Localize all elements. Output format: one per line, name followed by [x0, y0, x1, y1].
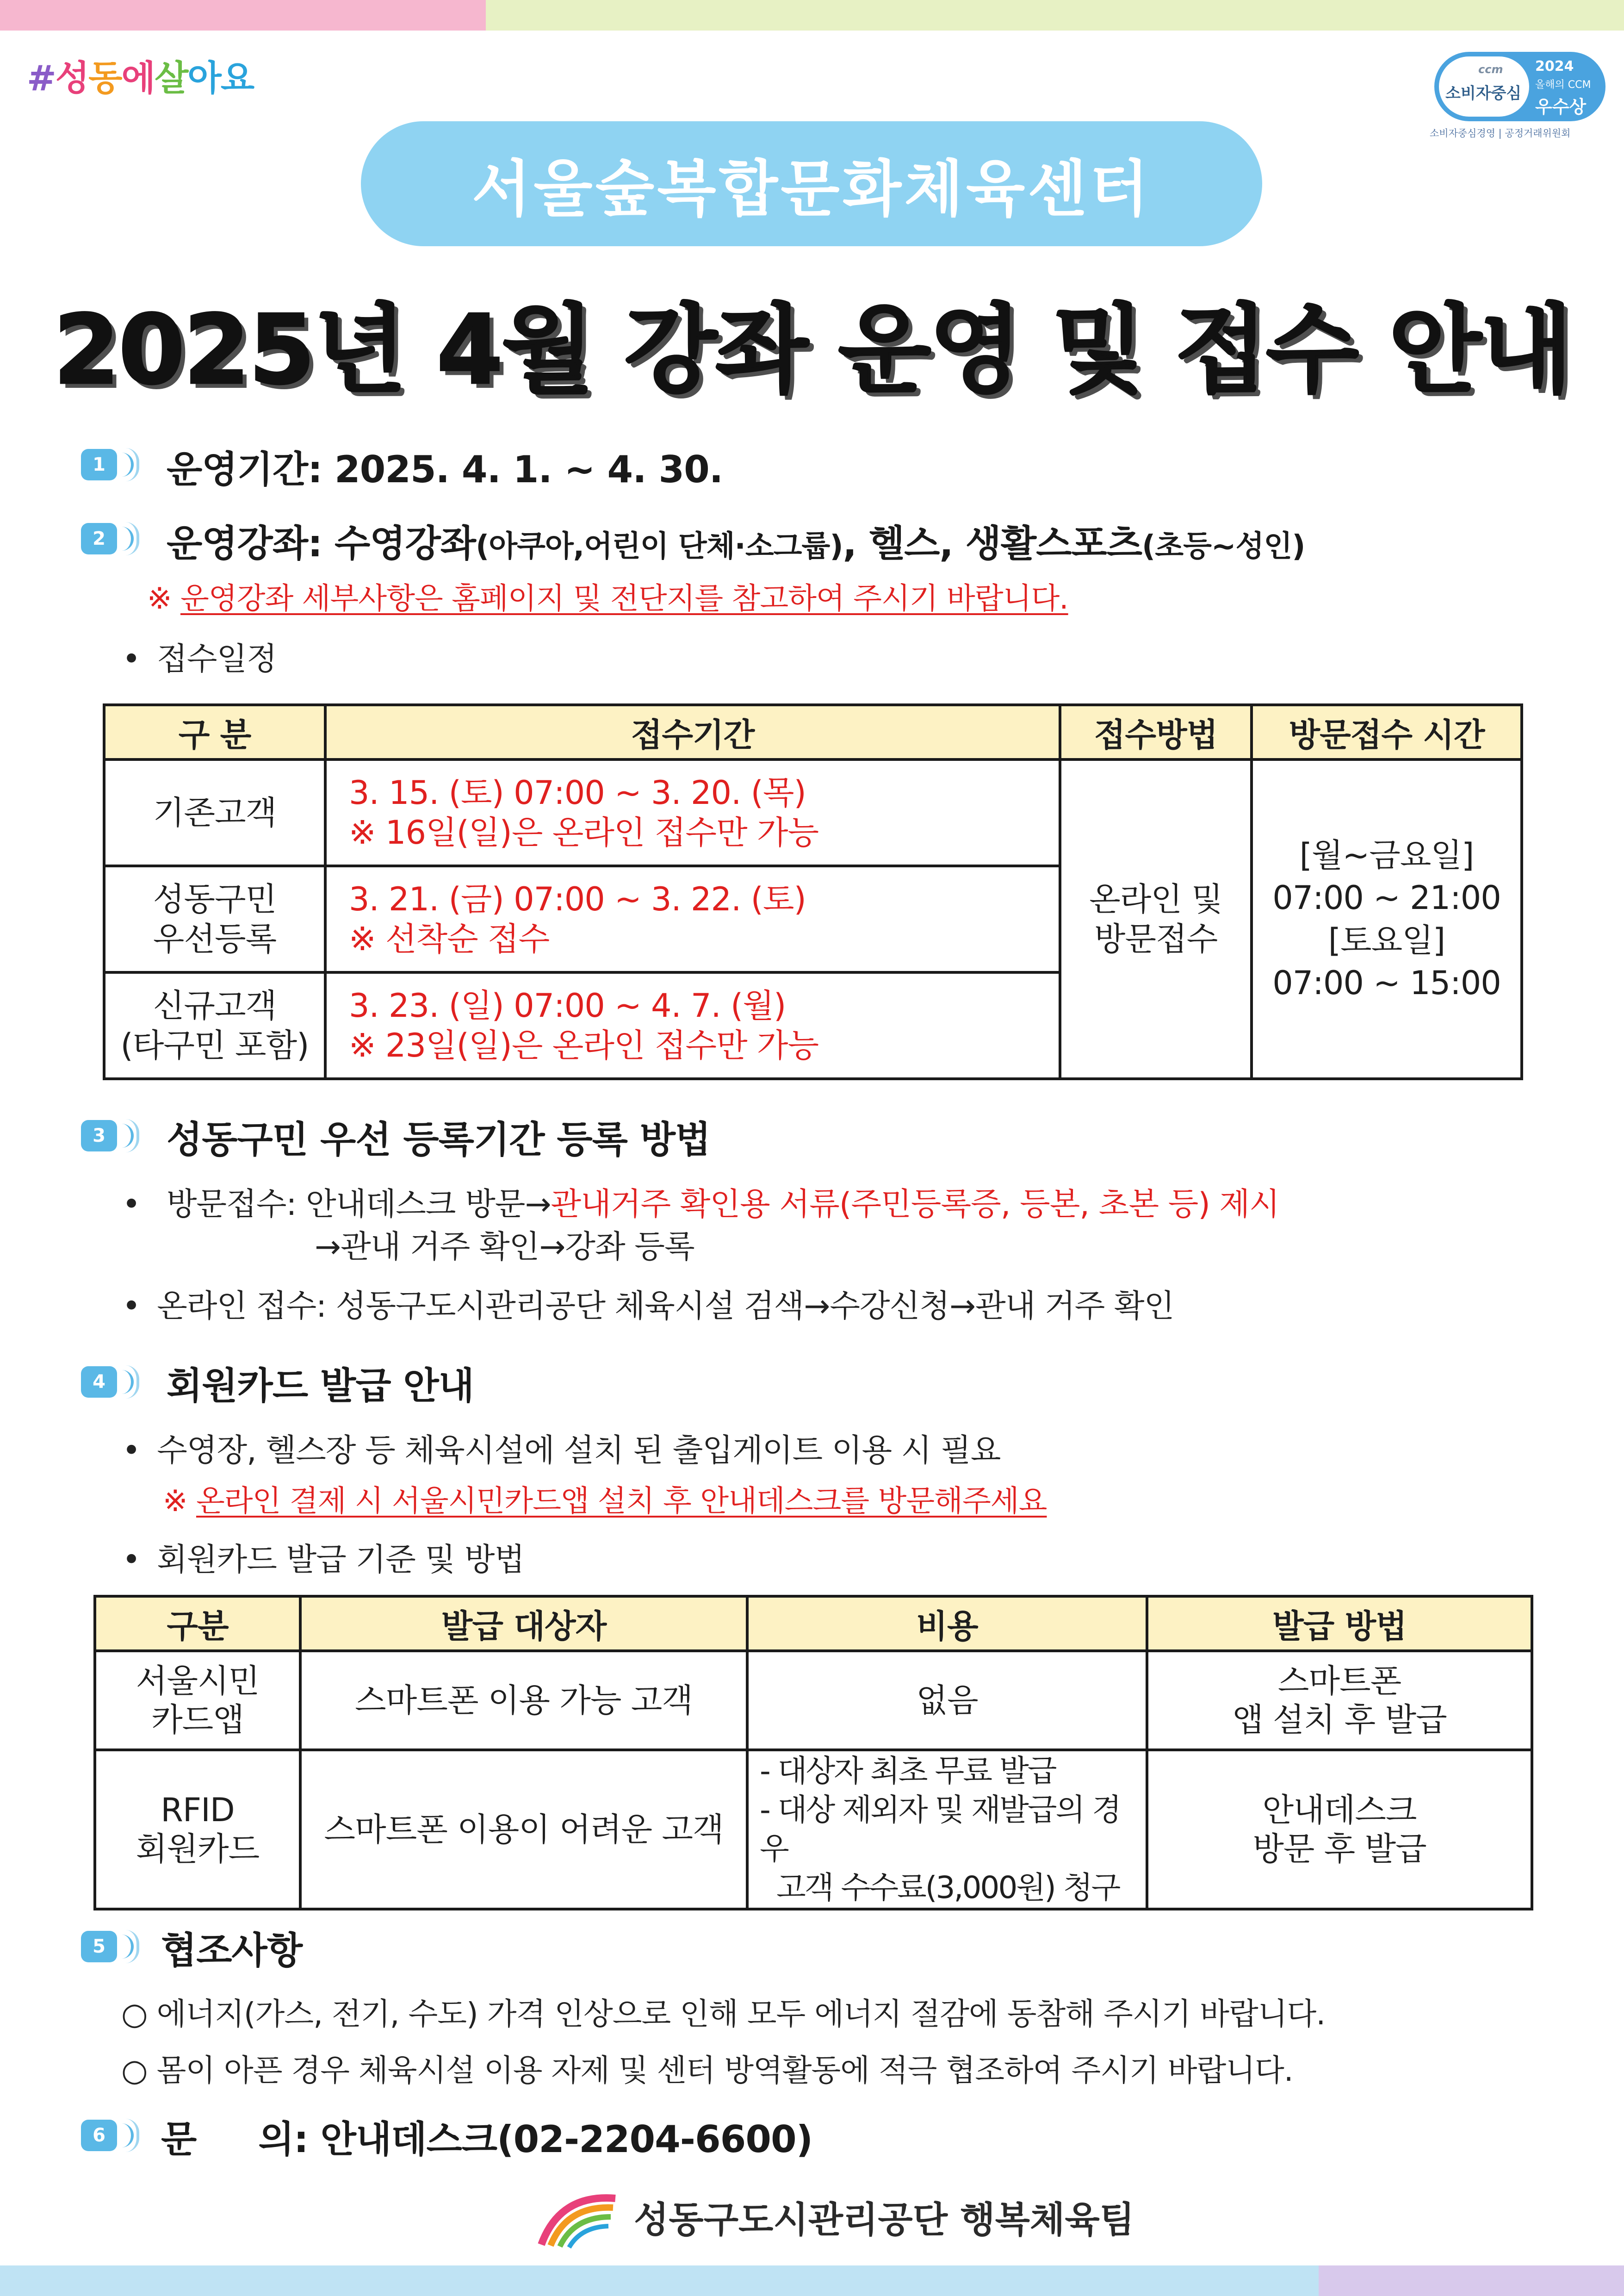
note-mark: ※ [147, 582, 180, 616]
courses-label-b: , 헬스, 생활스포츠 [843, 522, 1142, 565]
col-cost: 비용 [747, 1596, 1147, 1651]
operation-period: 운영기간: 2025. 4. 1. ~ 4. 30. [167, 448, 723, 491]
hashtag-part: 아요 [187, 57, 254, 99]
section-4-title: 회원카드 발급 안내 [167, 1364, 474, 1407]
schedule-bullet: • 접수일정 [122, 634, 277, 679]
col-method: 접수방법 [1060, 705, 1252, 759]
method-line: 앱 설치 후 발급 [1232, 1701, 1447, 1739]
target-rfid: 스마트폰 이용이 어려운 고객 [300, 1750, 747, 1909]
section-number: 4 [93, 1371, 105, 1393]
section-2-icon [81, 520, 136, 557]
courses-note-text: 운영강좌 세부사항은 홈페이지 및 전단지를 참고하여 주시기 바랍니다. [180, 582, 1068, 616]
visit-registration [122, 1179, 1279, 1224]
cat-line: 신규고객 [153, 987, 277, 1025]
center-name-pill [361, 121, 1262, 246]
section-number: 6 [93, 2125, 105, 2146]
rainbow-logo-icon [532, 2184, 625, 2249]
cat-seongdong [104, 866, 325, 972]
cat-new [104, 972, 325, 1079]
cooperation-health: ○ 몸이 아픈 경우 체육시설 이용 자제 및 센터 방역활동에 적극 협조하여 주시기 바랍니다. [121, 2053, 1293, 2088]
center-name: 서울숲복합문화체육센터 [471, 154, 1152, 225]
hashtag-part: 성 [55, 57, 89, 99]
card-note [163, 1477, 1047, 1520]
method-line: 방문접수 [1094, 920, 1218, 958]
method-rfid [1147, 1750, 1532, 1909]
section-4-icon [81, 1363, 136, 1400]
operation-courses [167, 514, 1305, 567]
ccm-mark: ccm [1478, 63, 1503, 76]
col-period: 접수기간 [325, 705, 1060, 759]
type-line: 회원카드 [136, 1830, 260, 1868]
hashtag-logo [27, 50, 254, 100]
card-criteria-bullet: • 회원카드 발급 기준 및 방법 [122, 1535, 524, 1580]
section-number: 2 [93, 528, 105, 549]
section-1-icon [81, 446, 136, 483]
top-stripe-pink [0, 0, 486, 31]
col-visit-time: 방문접수 시간 [1252, 705, 1522, 759]
ccm-year: 2024 [1535, 58, 1574, 75]
method-cell [1060, 759, 1252, 1079]
cat-line: 성동구민 [153, 880, 277, 918]
visit-docs: 관내거주 확인용 서류(주민등록증, 등본, 초본 등) 제시 [551, 1186, 1279, 1223]
footer-org: 성동구도시관리공단 행복체육팀 [634, 2199, 1135, 2241]
type-line: 서울시민 [136, 1662, 260, 1700]
card-note-text: 온라인 결제 시 서울시민카드앱 설치 후 안내데스크를 방문해주세요 [196, 1484, 1047, 1518]
ccm-award-badge [1434, 52, 1605, 121]
bottom-stripe-purple [1319, 2265, 1624, 2296]
courses-label: 운영강좌: 수영강좌 [167, 522, 476, 565]
method-app [1147, 1651, 1532, 1750]
period-new [325, 972, 1060, 1079]
cat-existing: 기존고객 [104, 759, 325, 866]
cost-line: - 대상 제외자 및 재발급의 경우 [760, 1792, 1121, 1867]
section-6-icon [81, 2117, 136, 2154]
period-note: ※ 선착순 접수 [349, 920, 550, 958]
time-line: 07:00 ~ 15:00 [1272, 964, 1501, 1002]
bottom-stripe-blue [0, 2265, 1319, 2296]
period-note: ※ 23일(일)은 온라인 접수만 가능 [349, 1027, 819, 1064]
method-line: 안내데스크 [1262, 1791, 1417, 1829]
cost-rfid [747, 1750, 1147, 1909]
cost-app: 없음 [747, 1651, 1147, 1750]
section-number: 3 [93, 1125, 105, 1146]
period-seongdong [325, 866, 1060, 972]
note-mark: ※ [163, 1484, 196, 1518]
main-title: 2025년 4월 강좌 운영 및 접수 안내 [53, 294, 1571, 406]
ccm-caption: 소비자중심경영 | 공정거래위원회 [1430, 128, 1571, 139]
cost-line: - 대상자 최초 무료 발급 [760, 1753, 1056, 1789]
type-line: RFID [161, 1791, 235, 1829]
footer [532, 2184, 1134, 2249]
period-existing [325, 759, 1060, 866]
col-issue-method: 발급 방법 [1147, 1596, 1532, 1651]
time-line: [월~금요일] [1299, 836, 1474, 874]
hashtag-part: 에 [121, 57, 155, 99]
card-usage: • 수영장, 헬스장 등 체육시설에 설치 된 출입게이트 이용 시 필요 [122, 1425, 1000, 1470]
section-number: 1 [93, 454, 105, 475]
cat-line: 우선등록 [153, 920, 277, 958]
hashtag-part: 동 [88, 57, 122, 99]
courses-note [147, 575, 1068, 617]
method-line: 스마트폰 [1277, 1662, 1401, 1700]
target-app: 스마트폰 이용 가능 고객 [300, 1651, 747, 1750]
period-text: 3. 21. (금) 07:00 ~ 3. 22. (토) [349, 880, 806, 918]
courses-sub: (아쿠아,어린이 단체·소그룹) [476, 529, 843, 564]
card-table [93, 1595, 1533, 1910]
ccm-consumer-label: 소비자중심 [1445, 84, 1522, 103]
section-5-icon [81, 1928, 136, 1965]
period-text: 3. 23. (일) 07:00 ~ 4. 7. (월) [349, 987, 786, 1025]
col-type: 구분 [95, 1596, 300, 1651]
hashtag-part: 살 [154, 57, 188, 99]
section-number: 5 [93, 1936, 105, 1957]
time-line: 07:00 ~ 21:00 [1272, 879, 1501, 917]
visit-registration-cont: →관내 거주 확인→강좌 등록 [315, 1229, 694, 1265]
ccm-award: 우수상 [1535, 97, 1587, 117]
time-line: [토요일] [1328, 921, 1445, 959]
cooperation-energy: ○ 에너지(가스, 전기, 수도) 가격 인상으로 인해 모두 에너지 절감에 동참해 주시기 바랍니다. [121, 1996, 1326, 2032]
hashtag-part: # [27, 57, 56, 99]
ccm-of-year: 올해의 CCM [1535, 79, 1591, 91]
col-target: 발급 대상자 [300, 1596, 747, 1651]
visit-text: 방문접수: 안내데스크 방문→ [166, 1186, 551, 1223]
cat-line: (타구민 포함) [120, 1027, 309, 1064]
period-note: ※ 16일(일)은 온라인 접수만 가능 [349, 814, 819, 852]
schedule-table [103, 703, 1523, 1080]
courses-sub-b: (초등~성인) [1142, 529, 1305, 564]
col-category: 구 분 [104, 705, 325, 759]
period-text: 3. 15. (토) 07:00 ~ 3. 20. (목) [349, 774, 806, 812]
visit-time-cell [1252, 759, 1522, 1079]
online-registration: • 온라인 접수: 성동구도시관리공단 체육시설 검색→수강신청→관내 거주 확인 [122, 1281, 1174, 1326]
type-app [95, 1651, 300, 1750]
cost-line: 고객 수수료(3,000원) 청구 [760, 1870, 1120, 1905]
method-line: 방문 후 발급 [1252, 1830, 1426, 1868]
method-line: 온라인 및 [1089, 880, 1222, 918]
top-stripe-green [486, 0, 1624, 31]
inquiry: 문 의: 안내데스크(02-2204-6600) [161, 2118, 813, 2161]
section-5-title: 협조사항 [161, 1929, 303, 1972]
section-3-title: 성동구민 우선 등록기간 등록 방법 [167, 1118, 711, 1161]
type-rfid [95, 1750, 300, 1909]
section-3-icon [81, 1117, 136, 1154]
type-line: 카드앱 [151, 1701, 244, 1739]
